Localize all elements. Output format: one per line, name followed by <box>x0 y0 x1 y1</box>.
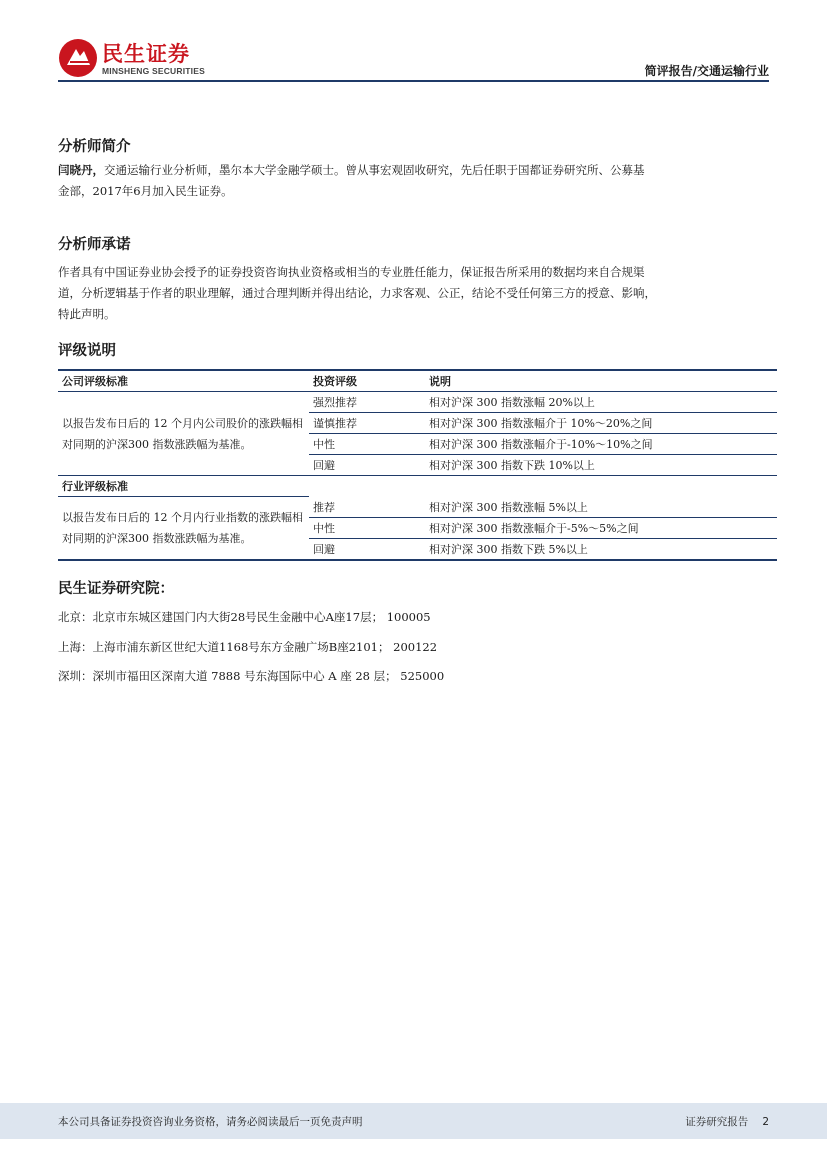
rating-heading: 评级说明 <box>58 343 116 359</box>
grade-cell: 推荐 <box>309 497 425 518</box>
analyst-bio-line1: 交通运输行业分析师，墨尔本大学金融学硕士。曾从事宏观固收研究，先后任职于国都证券研究所、公募基 <box>104 163 645 177</box>
report-category: 简评报告/交通运输行业 <box>644 64 769 78</box>
commitment-line2: 道，分析逻辑基于作者的职业理解，通过合理判断并得出结论，力求客观、公正，结论不受任何第三方的授意、影响， <box>58 286 656 300</box>
header-investment-rating: 投资评级 <box>309 370 425 392</box>
rating-table <box>58 369 777 561</box>
note-cell: 相对沪深 300 指数涨幅 5%以上 <box>425 497 777 518</box>
analyst-name: 闫晓丹， <box>58 163 104 177</box>
note-cell: 相对沪深 300 指数涨幅介于 10%～20%之间 <box>425 413 777 434</box>
logo-chinese-name: 民生证券 <box>102 42 190 66</box>
page-number: 2 <box>762 1116 769 1128</box>
grade-cell: 回避 <box>309 455 425 476</box>
note-cell: 相对沪深 300 指数涨幅介于-5%～5%之间 <box>425 517 777 538</box>
address-beijing: 北京：北京市东城区建国门内大街28号民生金融中心A座17层； 100005 <box>58 610 431 624</box>
grade-cell: 回避 <box>309 538 425 560</box>
footer-disclaimer: 本公司具备证券投资咨询业务资格，请务必阅读最后一页免责声明 <box>58 1116 363 1128</box>
commitment-line1: 作者具有中国证券业协会授予的证券投资咨询执业资格或相当的专业胜任能力，保证报告所采用的数据均来自合规渠 <box>58 265 645 279</box>
address-shanghai: 上海：上海市浦东新区世纪大道1168号东方金融广场B座2101； 200122 <box>58 640 438 654</box>
note-cell: 相对沪深 300 指数涨幅介于-10%～10%之间 <box>425 434 777 455</box>
institute-heading: 民生证券研究院： <box>58 581 174 597</box>
company-standard-desc: 以报告发布日后的 12 个月内公司股价的涨跌幅相对同期的沪深300 指数涨跌幅为基准。 <box>58 392 309 476</box>
industry-header-row <box>58 476 777 497</box>
minsheng-logo-icon <box>58 38 98 78</box>
address-shenzhen: 深圳：深圳市福田区深南大道 7888 号东海国际中心 A 座 28 层； 525000 <box>58 669 445 683</box>
footer-doc-type: 证券研究报告 <box>685 1116 749 1128</box>
industry-standard-desc: 以报告发布日后的 12 个月内行业指数的涨跌幅相对同期的沪深300 指数涨跌幅为基准。 <box>58 497 309 560</box>
commitment-line3: 特此声明。 <box>58 307 116 321</box>
rating-table-header <box>58 370 777 392</box>
note-cell: 相对沪深 300 指数涨幅 20%以上 <box>425 392 777 413</box>
header-rule <box>58 80 769 82</box>
logo-english-name: MINSHENG SECURITIES <box>102 66 205 76</box>
header-company-standard: 公司评级标准 <box>58 370 309 392</box>
analyst-bio <box>58 160 770 202</box>
grade-cell: 谨慎推荐 <box>309 413 425 434</box>
table-row <box>58 392 777 413</box>
header-description: 说明 <box>425 370 777 392</box>
grade-cell: 强烈推荐 <box>309 392 425 413</box>
commitment-text <box>58 262 770 325</box>
analyst-commitment-heading: 分析师承诺 <box>58 237 131 253</box>
company-logo <box>58 38 218 80</box>
page-footer <box>0 1103 827 1139</box>
footer-right <box>671 1114 769 1129</box>
table-row <box>58 497 777 518</box>
grade-cell: 中性 <box>309 517 425 538</box>
grade-cell: 中性 <box>309 434 425 455</box>
note-cell: 相对沪深 300 指数下跌 10%以上 <box>425 455 777 476</box>
note-cell: 相对沪深 300 指数下跌 5%以上 <box>425 538 777 560</box>
analyst-intro-heading: 分析师简介 <box>58 139 131 155</box>
analyst-bio-line2: 金部，2017年6月加入民生证券。 <box>58 184 233 198</box>
industry-standard-label: 行业评级标准 <box>58 476 309 497</box>
